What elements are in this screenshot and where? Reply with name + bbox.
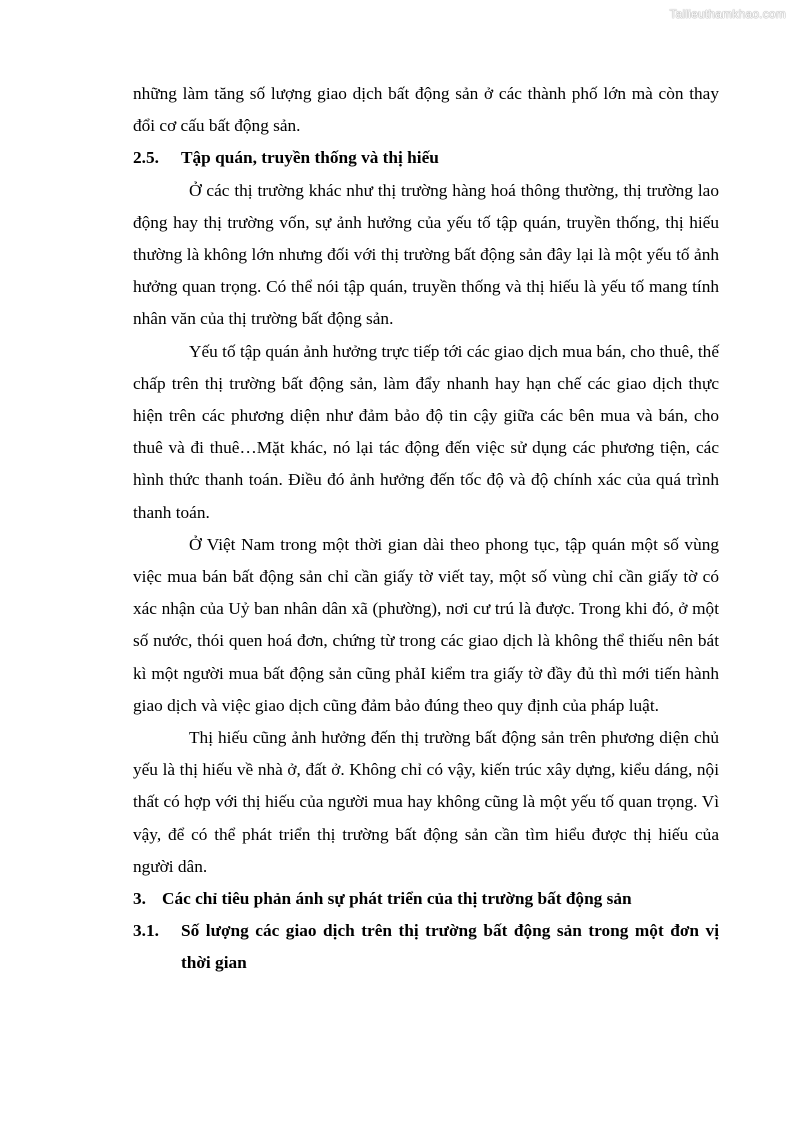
document-page — [133, 78, 719, 980]
paragraph-taste: Thị hiếu cũng ảnh hưởng đến thị trường bất động sản trên phương diện chủ yếu là thị hiếu về nhà ở, đất ở. Không chỉ có vậy, kiến trúc xây dựng, kiểu dáng, nội thất có hợp với thị hiếu của người mua hay không cũng là một yếu tố quan trọng. Vì vậy, để có thể phát triển thị trường bất động sản cần tìm hiểu được thị hiếu của người dân. — [133, 728, 719, 876]
paragraph-customs-intro: Ở các thị trường khác như thị trường hàng hoá thông thường, thị trường lao động hay thị trường vốn, sự ảnh hưởng của yếu tố tập quán, truyền thống, thị hiếu thường là không lớn nhưng đối với thị trường bất động sản đây lại là một yếu tố ảnh hưởng quan trọng. Có thể nói tập quán, truyền thống và thị hiếu là yếu tố mang tính nhân văn của thị trường bất động sản. — [133, 180, 719, 329]
paragraph-vietnam-practice: Ở Việt Nam trong một thời gian dài theo phong tục, tập quán một số vùng việc mua bán bất động sản chỉ cần giấy tờ viết tay, một số vùng chỉ cần giấy tờ có xác nhận của Uỷ ban nhân dân xã (phường), nơi cư trú là được. Trong khi đó, ở một số nước, thói quen hoá đơn, chứng từ trong các giao dịch là không thể thiếu nên bát kì một người mua bất động sản cũng phảI kiểm tra giấy tờ đầy đủ thì mới tiến hành giao dịch và việc giao dịch cũng đảm bảo đúng theo quy định của pháp luật. — [133, 534, 719, 715]
section-number: 3. — [133, 889, 146, 909]
watermark: Tailieuthamkhao.com — [669, 7, 786, 21]
section-heading-3-1 — [133, 915, 719, 979]
section-title: Tập quán, truyền thống và thị hiếu — [181, 148, 439, 168]
section-title: Số lượng các giao dịch trên thị trường bất động sản trong một đơn vị thời gian — [181, 921, 719, 973]
paragraph-customs-transactions: Yếu tố tập quán ảnh hưởng trực tiếp tới các giao dịch mua bán, cho thuê, thế chấp trên thị trường bất động sản, làm đẩy nhanh hay hạn chế các giao dịch thực hiện trên các phương diện như đảm bảo độ tin cậy giữa các bên mua và bán, cho thuê và đi thuê…Mặt khác, nó lại tác động đến việc sử dụng các phương tiện, các hình thức thanh toán. Điều đó ảnh hưởng đến tốc độ và độ chính xác của quá trình thanh toán. — [133, 341, 719, 522]
section-title: Các chỉ tiêu phản ánh sự phát triển của thị trường bất động sản — [162, 889, 632, 909]
section-number: 3.1. — [133, 921, 159, 941]
section-heading-3 — [133, 883, 719, 915]
intro-paragraph: những làm tăng số lượng giao dịch bất động sản ở các thành phố lớn mà còn thay đổi cơ cấu bất động sản. — [133, 84, 719, 136]
section-number: 2.5. — [133, 148, 159, 168]
section-heading-2-5 — [133, 142, 719, 174]
